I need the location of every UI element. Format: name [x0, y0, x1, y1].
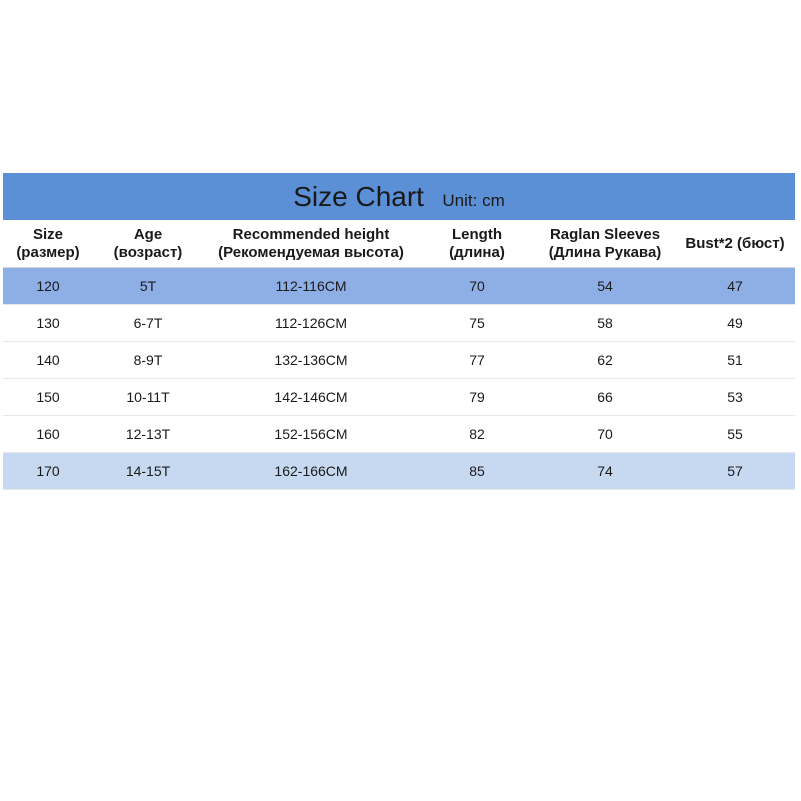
cell-bust: 55 — [727, 426, 743, 442]
cell-sleeves: 62 — [597, 352, 613, 368]
chart-title: Size Chart — [293, 181, 424, 212]
cell-height: 112-126CM — [274, 315, 348, 331]
cell-age: 6-7T — [133, 315, 163, 331]
cell-bust: 51 — [727, 352, 743, 368]
header-age-ru: (возраст) — [113, 243, 183, 261]
cell-size: 130 — [36, 315, 60, 331]
header-sleeves — [535, 220, 675, 267]
cell-age: 5T — [139, 278, 157, 294]
cell-height: 152-156CM — [274, 426, 348, 442]
header-row — [3, 220, 795, 268]
header-sleeves-ru: (Длина Рукава) — [548, 243, 662, 261]
cell-size: 170 — [36, 463, 60, 479]
cell-size: 140 — [36, 352, 60, 368]
cell-age: 10-11T — [126, 389, 170, 405]
cell-sleeves: 66 — [597, 389, 613, 405]
size-chart — [3, 173, 795, 490]
cell-length: 79 — [469, 389, 485, 405]
cell-age: 12-13T — [125, 426, 171, 442]
cell-bust: 57 — [727, 463, 743, 479]
cell-size: 120 — [36, 278, 60, 294]
cell-bust: 53 — [727, 389, 743, 405]
unit-label: Unit: cm — [442, 191, 505, 210]
header-age — [93, 220, 203, 267]
header-height-en: Recommended height — [232, 225, 390, 243]
header-length-en: Length — [452, 225, 502, 243]
cell-height: 132-136CM — [274, 352, 348, 368]
cell-length: 82 — [469, 426, 485, 442]
header-bust — [675, 220, 795, 267]
cell-bust: 47 — [727, 278, 743, 294]
header-age-en: Age — [133, 225, 163, 243]
header-sleeves-en: Raglan Sleeves — [549, 225, 661, 243]
cell-height: 142-146CM — [274, 389, 348, 405]
title-bar — [3, 173, 795, 220]
cell-length: 70 — [469, 278, 485, 294]
cell-length: 77 — [469, 352, 485, 368]
header-size — [3, 220, 93, 267]
table-row — [3, 416, 795, 453]
table-row — [3, 305, 795, 342]
header-length — [419, 220, 535, 267]
cell-length: 85 — [469, 463, 485, 479]
cell-size: 160 — [36, 426, 60, 442]
table-row — [3, 453, 795, 490]
table-row — [3, 268, 795, 305]
header-height-ru: (Рекомендуемая высота) — [218, 243, 404, 261]
cell-age: 8-9T — [133, 352, 163, 368]
cell-bust: 49 — [727, 315, 743, 331]
cell-sleeves: 54 — [597, 278, 613, 294]
cell-size: 150 — [36, 389, 60, 405]
cell-height: 112-116CM — [275, 278, 347, 294]
table-row — [3, 379, 795, 416]
header-bust-en: Bust*2 (бюст) — [685, 234, 785, 252]
header-size-ru: (размер) — [16, 243, 80, 261]
cell-length: 75 — [469, 315, 485, 331]
cell-height: 162-166CM — [274, 463, 348, 479]
cell-age: 14-15T — [125, 463, 171, 479]
table-row — [3, 342, 795, 379]
header-height — [203, 220, 419, 267]
cell-sleeves: 58 — [597, 315, 613, 331]
header-size-en: Size — [32, 225, 63, 243]
cell-sleeves: 70 — [597, 426, 613, 442]
header-length-ru: (длина) — [449, 243, 505, 261]
cell-sleeves: 74 — [597, 463, 613, 479]
